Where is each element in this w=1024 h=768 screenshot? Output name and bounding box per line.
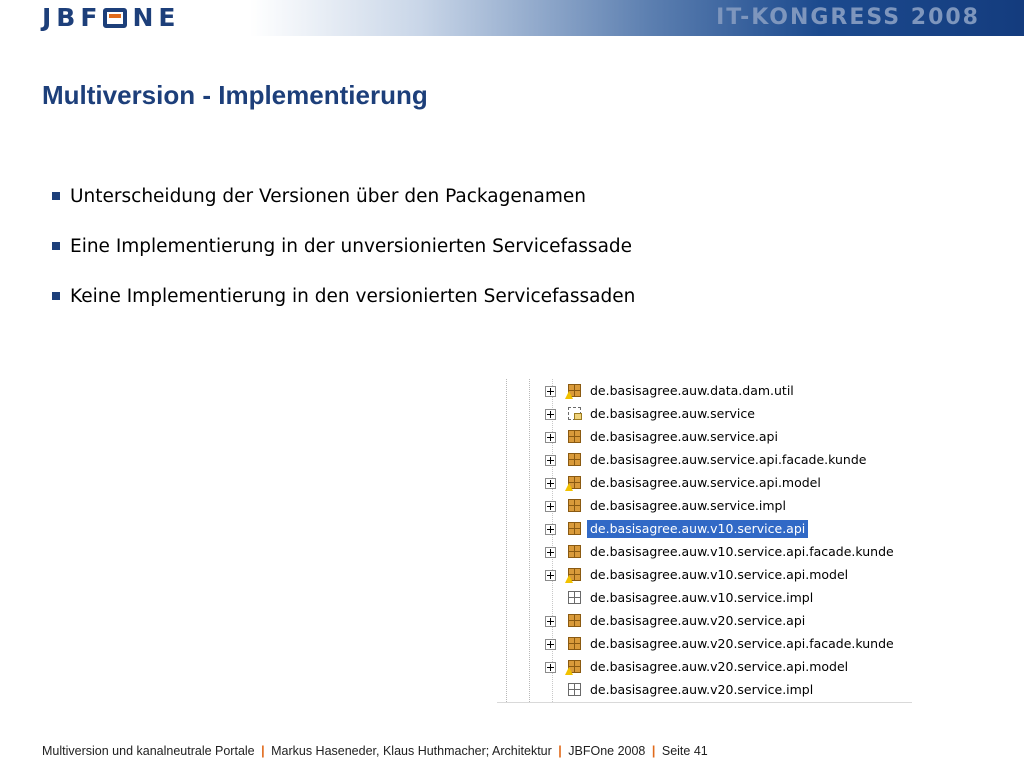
tree-item-package[interactable] xyxy=(545,541,897,563)
package-icon xyxy=(565,636,581,652)
bullet-list xyxy=(52,182,772,332)
tree-item-label: de.basisagree.auw.v20.service.api.facade.kunde xyxy=(590,636,894,651)
footer-talk-title: Multiversion und kanalneutrale Portale xyxy=(42,744,255,758)
tree-item-package[interactable] xyxy=(545,426,781,448)
tree-item-label: de.basisagree.auw.service.api xyxy=(590,429,778,444)
tree-item-package[interactable] xyxy=(545,403,758,425)
empty-package-icon xyxy=(565,590,581,606)
tree-item-label: de.basisagree.auw.v10.service.api.model xyxy=(590,567,849,582)
expand-plus-icon[interactable] xyxy=(545,501,556,512)
footer-separator: | xyxy=(261,744,265,758)
expand-plus-icon[interactable] xyxy=(545,455,556,466)
jbfone-logo xyxy=(42,4,180,32)
tree-item-package[interactable] xyxy=(545,679,816,701)
bullet-text: Eine Implementierung in der unversionierten Servicefassade xyxy=(70,235,633,257)
header-band xyxy=(0,0,1024,36)
slide-footer xyxy=(42,744,708,758)
bullet-item xyxy=(52,282,772,310)
package-icon xyxy=(565,544,581,560)
package-icon xyxy=(565,521,581,537)
expand-plus-icon[interactable] xyxy=(545,616,556,627)
package-warning-icon xyxy=(565,383,581,399)
package-icon xyxy=(565,498,581,514)
tree-item-package[interactable] xyxy=(545,449,869,471)
tree-item-package[interactable] xyxy=(545,495,789,517)
tree-item-package[interactable] xyxy=(545,610,808,632)
tree-spacer xyxy=(545,593,556,604)
bullet-text: Keine Implementierung in den versionierten Servicefassaden xyxy=(70,285,636,307)
package-icon xyxy=(565,452,581,468)
logo-text-left: JBF xyxy=(42,3,103,32)
expand-plus-icon[interactable] xyxy=(545,386,556,397)
logo-o-icon xyxy=(103,8,127,28)
slide-title: Multiversion - Implementierung xyxy=(42,80,428,110)
package-warning-icon xyxy=(565,659,581,675)
tree-item-label: de.basisagree.auw.v10.service.impl xyxy=(590,590,814,605)
tree-item-label: de.basisagree.auw.v20.service.api.model xyxy=(590,659,849,674)
expand-plus-icon[interactable] xyxy=(545,478,556,489)
package-warning-icon xyxy=(565,567,581,583)
tree-item-label: de.basisagree.auw.service.api.model xyxy=(590,475,821,490)
expand-plus-icon[interactable] xyxy=(545,639,556,650)
tree-item-label: de.basisagree.auw.service.impl xyxy=(590,498,786,513)
expand-plus-icon[interactable] xyxy=(545,524,556,535)
tree-item-label: de.basisagree.auw.v10.service.api xyxy=(587,520,808,538)
tree-item-package[interactable] xyxy=(545,633,897,655)
bullet-text: Unterscheidung der Versionen über den Packagenamen xyxy=(70,185,586,207)
event-title: IT-KONGRESS 2008 xyxy=(716,5,980,30)
bullet-item xyxy=(52,232,772,260)
tree-item-package[interactable] xyxy=(545,380,797,402)
tree-guide-line xyxy=(529,379,530,702)
package-icon xyxy=(565,613,581,629)
tree-item-package[interactable] xyxy=(545,518,808,540)
tree-item-package[interactable] xyxy=(545,564,851,586)
square-bullet-icon xyxy=(52,192,60,200)
footer-separator: | xyxy=(651,744,656,758)
square-bullet-icon xyxy=(52,292,60,300)
package-service-icon xyxy=(565,406,581,422)
package-explorer-tree xyxy=(497,379,912,703)
expand-plus-icon[interactable] xyxy=(545,662,556,673)
bullet-item xyxy=(52,182,772,210)
expand-plus-icon[interactable] xyxy=(545,570,556,581)
tree-item-label: de.basisagree.auw.service xyxy=(590,406,755,421)
expand-plus-icon[interactable] xyxy=(545,409,556,420)
tree-item-label: de.basisagree.auw.v20.service.impl xyxy=(590,682,814,697)
tree-item-label: de.basisagree.auw.data.dam.util xyxy=(590,383,794,398)
tree-item-package[interactable] xyxy=(545,587,816,609)
square-bullet-icon xyxy=(52,242,60,250)
tree-item-label: de.basisagree.auw.v20.service.api xyxy=(590,613,806,628)
expand-plus-icon[interactable] xyxy=(545,432,556,443)
package-icon xyxy=(565,429,581,445)
footer-authors: Markus Haseneder, Klaus Huthmacher; Architektur xyxy=(271,744,552,758)
tree-item-label: de.basisagree.auw.v10.service.api.facade.kunde xyxy=(590,544,894,559)
tree-item-package[interactable] xyxy=(545,656,851,678)
logo-text-right: NE xyxy=(132,3,181,32)
footer-page-number: Seite 41 xyxy=(661,744,708,758)
tree-guide-line xyxy=(506,379,507,702)
package-warning-icon xyxy=(565,475,581,491)
footer-event: JBFOne 2008 xyxy=(568,744,646,758)
expand-plus-icon[interactable] xyxy=(545,547,556,558)
tree-item-label: de.basisagree.auw.service.api.facade.kunde xyxy=(590,452,867,467)
tree-item-package[interactable] xyxy=(545,472,824,494)
tree-spacer xyxy=(545,685,556,696)
empty-package-icon xyxy=(565,682,581,698)
footer-separator: | xyxy=(558,744,562,758)
